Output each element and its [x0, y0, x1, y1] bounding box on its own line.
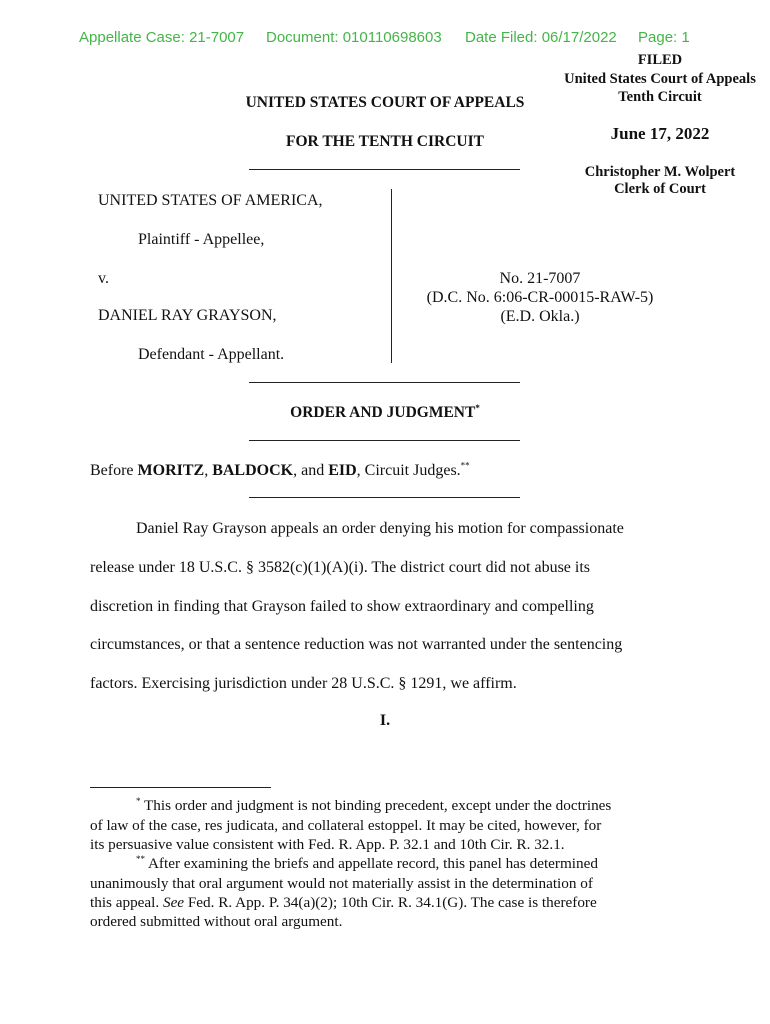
filed-stamp-label: FILED: [637, 52, 683, 68]
versus: v.: [98, 270, 109, 287]
plaintiff-name: UNITED STATES OF AMERICA,: [98, 192, 323, 209]
court-title-line1: UNITED STATES COURT OF APPEALS: [245, 94, 525, 111]
header-date-filed: Date Filed: 06/17/2022: [465, 29, 617, 46]
clerk-name: Christopher M. Wolpert: [584, 164, 736, 180]
body-line: circumstances, or that a sentence reduction was not warranted under the sentencing: [90, 636, 623, 653]
defendant-name: DANIEL RAY GRAYSON,: [98, 307, 277, 324]
court-title-line2: FOR THE TENTH CIRCUIT: [286, 133, 484, 150]
district-name: (E.D. Okla.): [500, 308, 580, 325]
footnote-2-line: ** After examining the briefs and appellate record, this panel has determined: [136, 853, 598, 872]
header-case-number: Appellate Case: 21-7007: [79, 29, 245, 46]
order-title: ORDER AND JUDGMENT*: [290, 402, 480, 421]
section-heading: I.: [379, 712, 391, 729]
header-document-number: Document: 010110698603: [266, 29, 442, 46]
divider-top: [249, 169, 520, 170]
panel-line: Before MORITZ, BALDOCK, and EID, Circuit Judges.**: [90, 460, 470, 479]
footnote-1-line: of law of the case, res judicata, and collateral estoppel. It may be cited, however, for: [90, 817, 602, 834]
body-line: factors. Exercising jurisdiction under 28 U.S.C. § 1291, we affirm.: [90, 675, 517, 692]
caption-divider: [391, 189, 392, 363]
body-line: Daniel Ray Grayson appeals an order denying his motion for compassionate: [136, 520, 624, 537]
footnote-2-line: unanimously that oral argument would not materially assist in the determination of: [90, 875, 593, 892]
footnote-1-line: * This order and judgment is not binding precedent, except under the doctrines: [136, 795, 612, 814]
divider-title: [249, 440, 520, 441]
body-line: discretion in finding that Grayson failed to show extraordinary and compelling: [90, 598, 594, 615]
clerk-title: Clerk of Court: [614, 181, 706, 197]
filed-stamp-court: United States Court of Appeals: [564, 71, 756, 87]
footnote-1-line: its persuasive value consistent with Fed. R. App. P. 32.1 and 10th Cir. R. 32.1.: [90, 836, 565, 853]
footnote-2-line: ordered submitted without oral argument.: [90, 913, 343, 930]
divider-middle: [249, 382, 520, 383]
body-line: release under 18 U.S.C. § 3582(c)(1)(A)(i). The district court did not abuse its: [90, 559, 591, 576]
district-court-number: (D.C. No. 6:06-CR-00015-RAW-5): [426, 289, 654, 306]
divider-panel: [249, 497, 520, 498]
case-number: No. 21-7007: [499, 270, 581, 287]
header-page-number: Page: 1: [638, 29, 690, 46]
footnote-2-line: this appeal. See Fed. R. App. P. 34(a)(2); 10th Cir. R. 34.1(G). The case is therefore: [90, 894, 597, 911]
filed-stamp-circuit: Tenth Circuit: [618, 89, 702, 105]
plaintiff-role: Plaintiff - Appellee,: [138, 231, 265, 248]
filed-stamp-date: June 17, 2022: [610, 124, 710, 143]
defendant-role: Defendant - Appellant.: [138, 346, 285, 363]
footnote-separator: [90, 787, 271, 788]
